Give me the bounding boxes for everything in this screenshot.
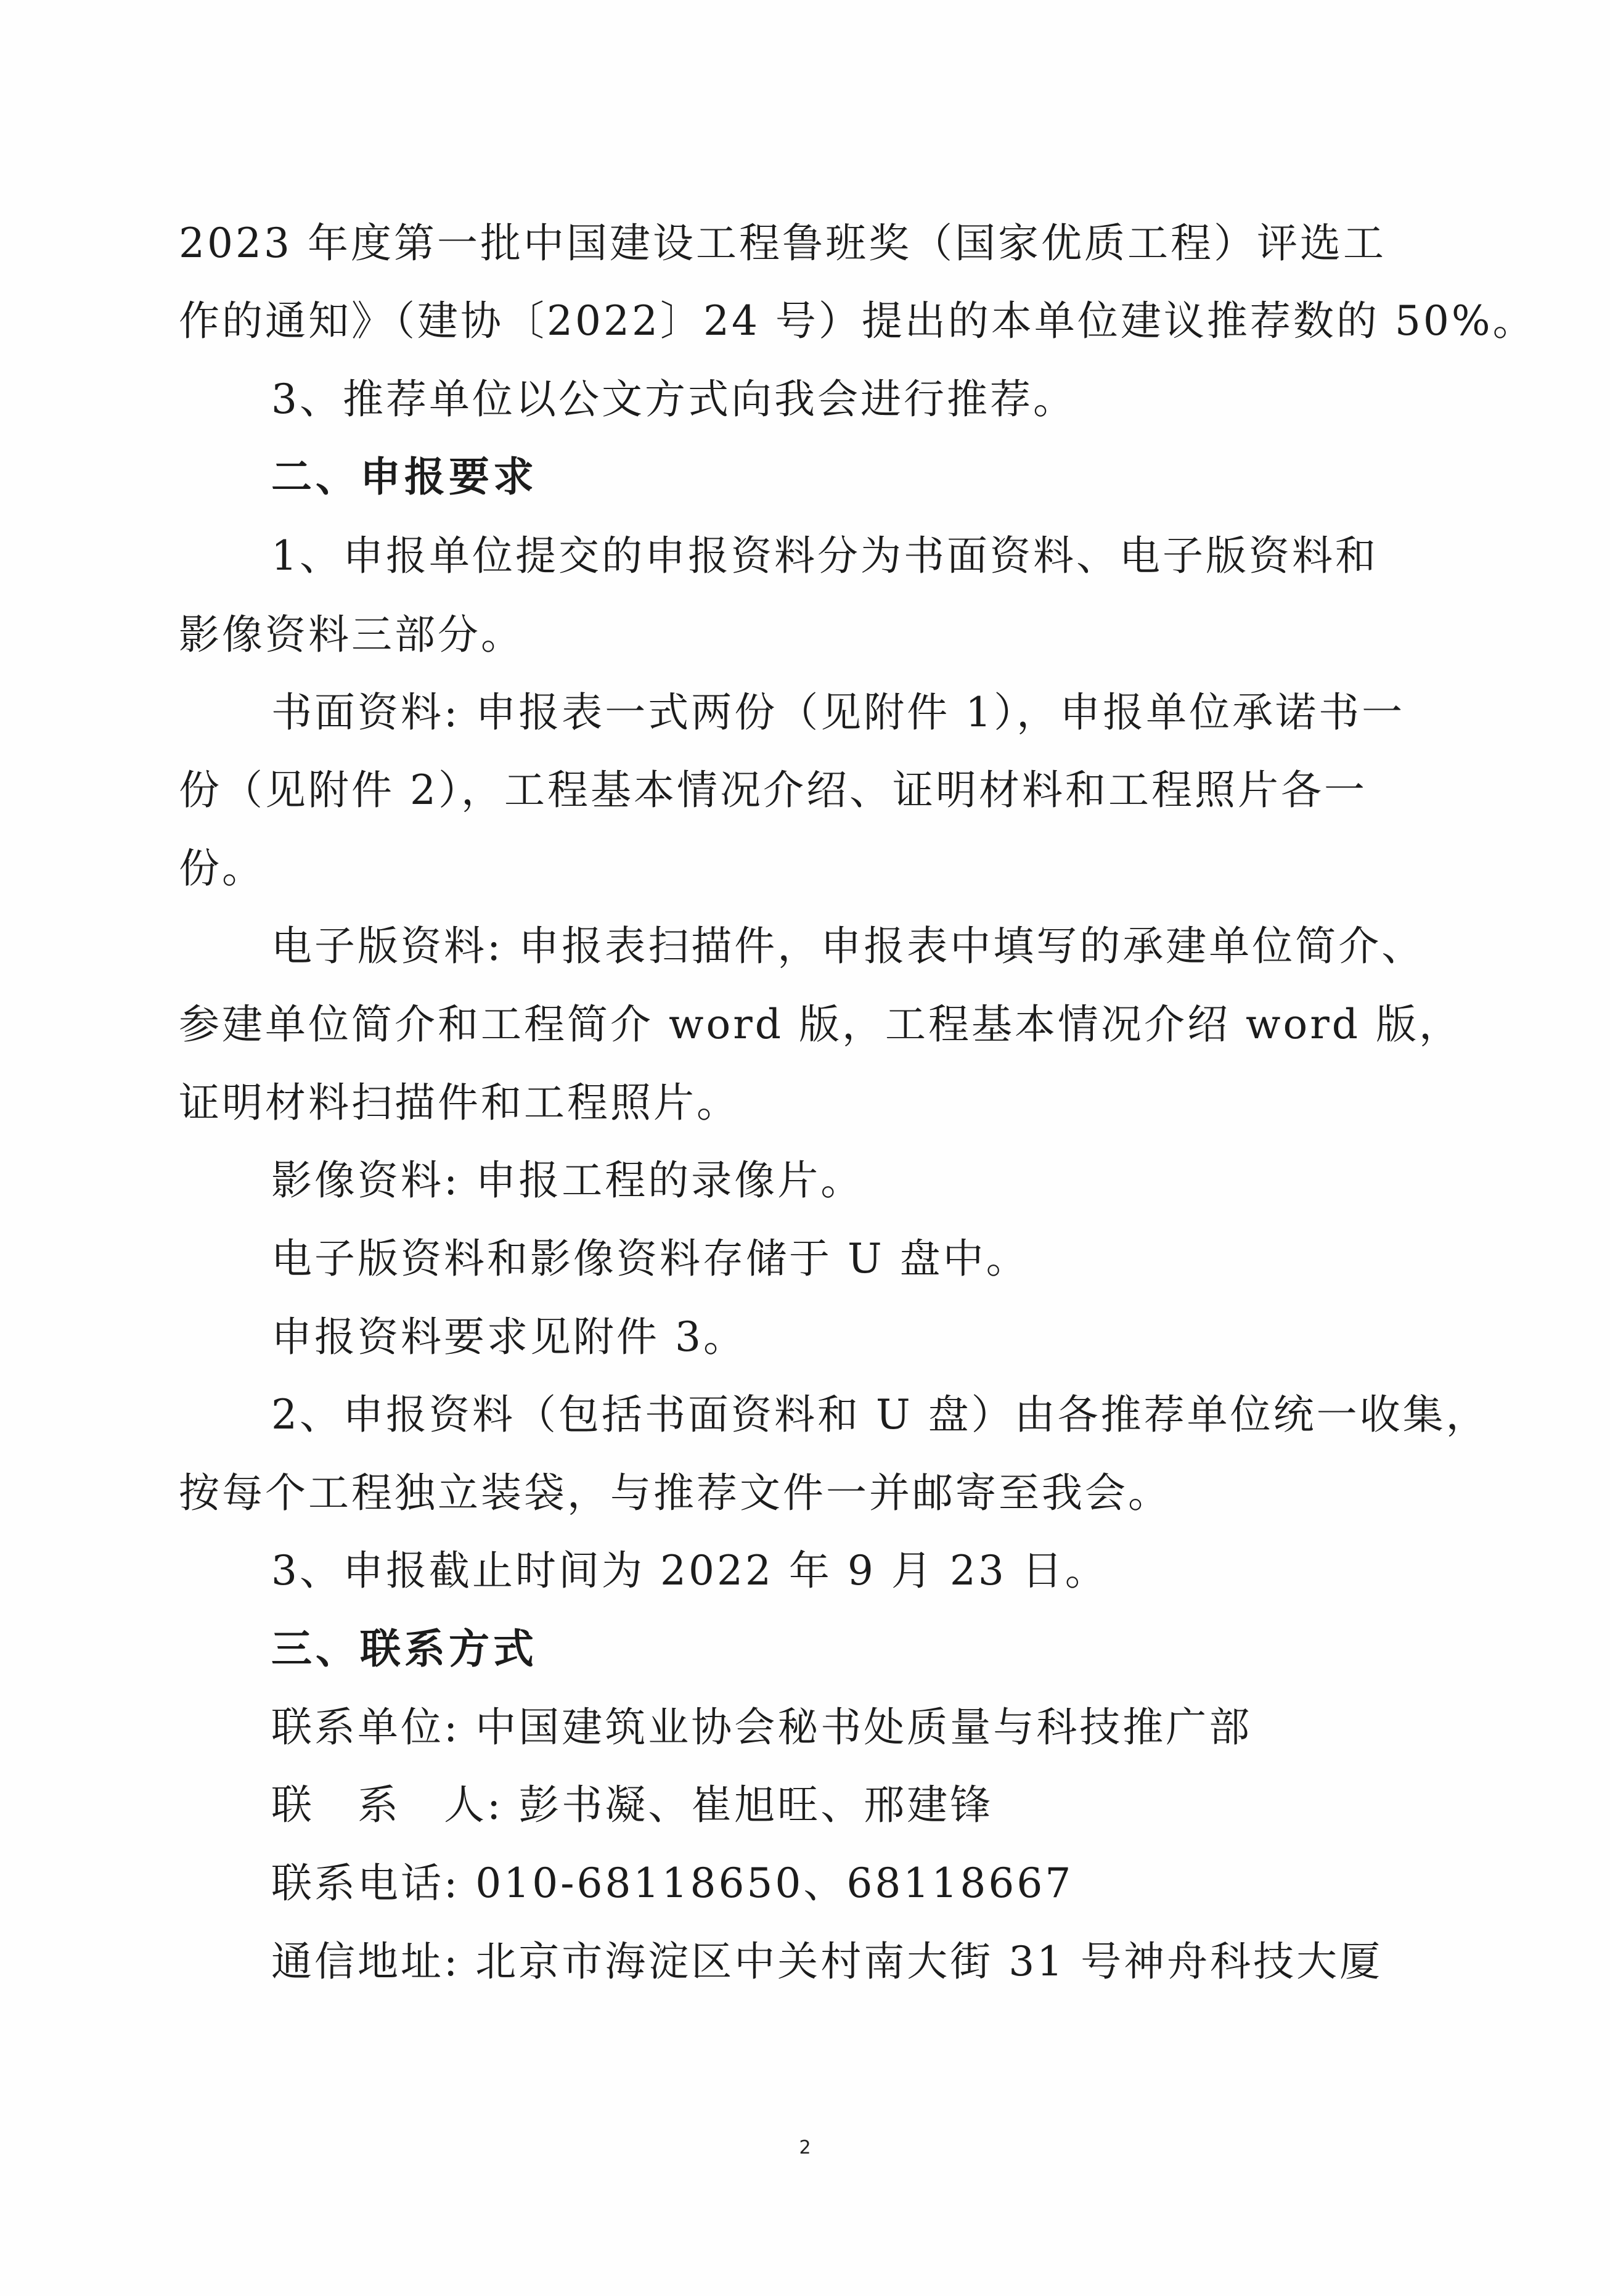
contact-line: 联系单位: 中国建筑业协会秘书处质量与科技推广部 xyxy=(271,1704,1252,1751)
body-line: 电子版资料和影像资料存储于 U 盘中。 xyxy=(271,1235,1029,1282)
body-line: 1、申报单位提交的申报资料分为书面资料、电子版资料和 xyxy=(271,532,1378,580)
contact-line: 通信地址: 北京市海淀区中关村南大街 31 号神舟科技大厦 xyxy=(271,1938,1383,1985)
body-line: 书面资料: 申报表一式两份（见附件 1），申报单位承诺书一 xyxy=(271,689,1405,736)
section-heading: 三、联系方式 xyxy=(271,1625,537,1673)
section-heading: 二、申报要求 xyxy=(271,453,537,501)
body-line: 影像资料三部分。 xyxy=(179,611,524,658)
body-line: 影像资料: 申报工程的录像片。 xyxy=(271,1157,864,1204)
body-line: 份。 xyxy=(179,845,265,892)
page-number: 2 xyxy=(799,2137,811,2159)
body-line: 电子版资料: 申报表扫描件，申报表中填写的承建单位简介、 xyxy=(271,922,1425,970)
body-line: 证明材料扫描件和工程照片。 xyxy=(179,1079,740,1126)
body-line: 按每个工程独立装袋，与推荐文件一并邮寄至我会。 xyxy=(179,1469,1171,1517)
body-line: 3、推荐单位以公文方式向我会进行推荐。 xyxy=(271,375,1076,423)
body-line: 作的通知》（建协〔2022〕24 号）提出的本单位建议推荐数的 50%。 xyxy=(179,297,1536,345)
body-line: 3、申报截止时间为 2022 年 9 月 23 日。 xyxy=(271,1547,1108,1594)
body-line: 份（见附件 2），工程基本情况介绍、证明材料和工程照片各一 xyxy=(179,766,1367,814)
body-line: 2023 年度第一批中国建设工程鲁班奖（国家优质工程）评选工 xyxy=(179,219,1386,267)
body-line: 2、申报资料（包括书面资料和 U 盘）由各推荐单位统一收集， xyxy=(271,1391,1489,1438)
body-line: 申报资料要求见附件 3。 xyxy=(271,1313,746,1361)
contact-line: 联 系 人: 彭书凝、崔旭旺、邢建锋 xyxy=(271,1781,994,1829)
contact-line: 联系电话: 010-68118650、68118667 xyxy=(271,1859,1074,1907)
body-line: 参建单位简介和工程简介 word 版，工程基本情况介绍 word 版， xyxy=(179,1001,1462,1048)
